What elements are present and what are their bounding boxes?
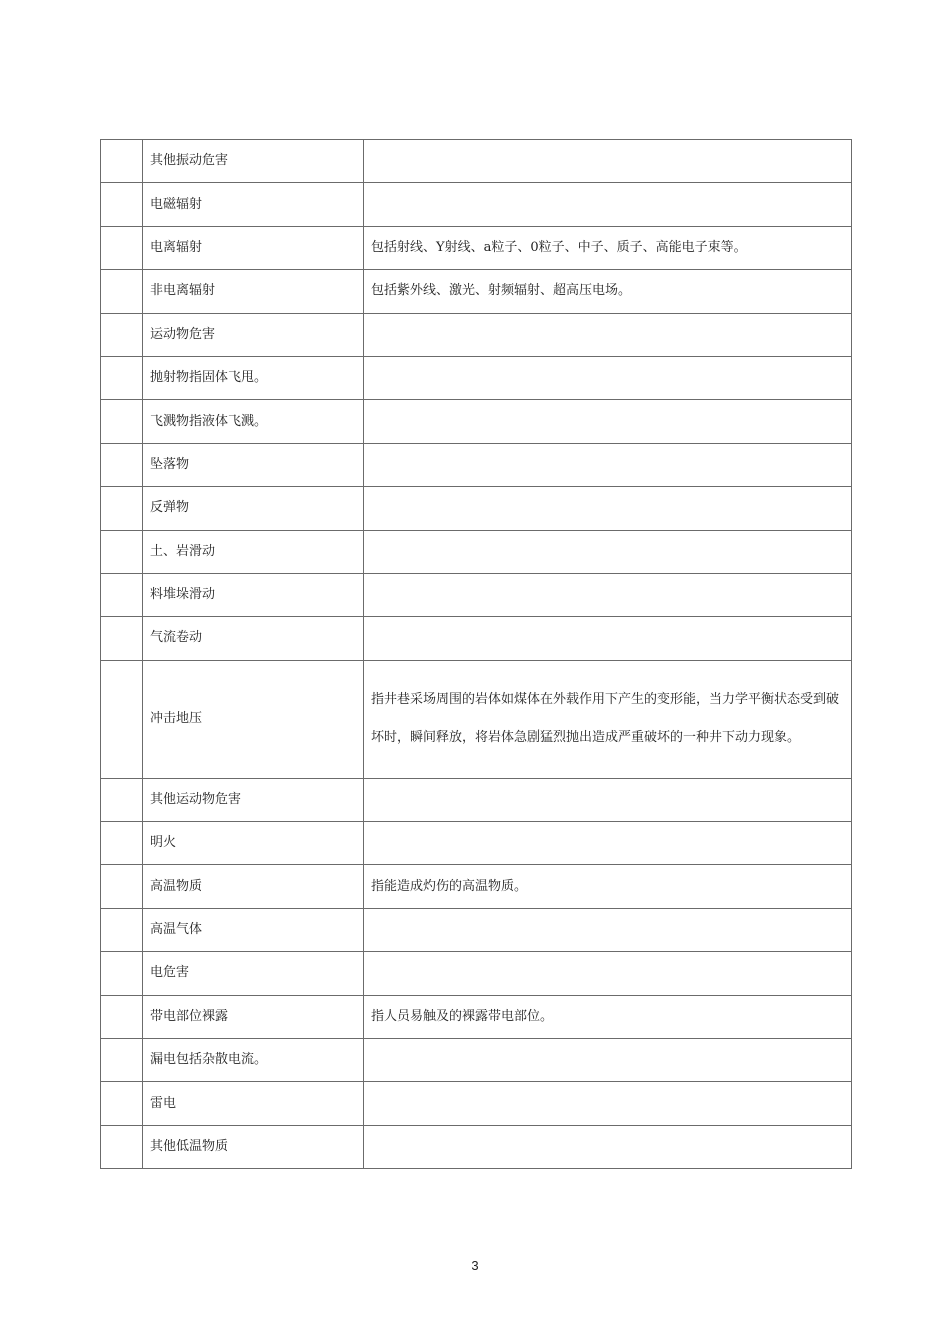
index-cell [101,226,143,269]
hazard-description-cell: 指人员易触及的裸露带电部位。 [364,995,852,1038]
hazard-description-cell [364,1039,852,1082]
hazard-description-cell [364,908,852,951]
hazard-name-cell: 其他振动危害 [143,140,364,183]
table-row [101,487,852,530]
hazard-description-cell [364,313,852,356]
table-row [101,313,852,356]
hazard-name-cell: 电离辐射 [143,226,364,269]
table-row [101,226,852,269]
hazard-description-cell [364,530,852,573]
hazard-name-cell: 料堆垛滑动 [143,573,364,616]
table-row [101,995,852,1038]
hazard-description-cell [364,617,852,660]
hazard-description-cell [364,183,852,226]
table-row [101,400,852,443]
hazard-name-cell: 高温物质 [143,865,364,908]
hazard-description-cell [364,778,852,821]
table-row [101,270,852,313]
index-cell [101,443,143,486]
hazard-name-cell: 电磁辐射 [143,183,364,226]
hazard-description-cell: 包括射线、Y射线、a粒子、0粒子、中子、质子、高能电子束等。 [364,226,852,269]
hazard-name-cell: 飞溅物指液体飞溅。 [143,400,364,443]
index-cell [101,400,143,443]
table-row [101,952,852,995]
index-cell [101,530,143,573]
hazard-name-cell: 土、岩滑动 [143,530,364,573]
table-row [101,140,852,183]
hazard-description-cell: 指能造成灼伤的高温物质。 [364,865,852,908]
table-row [101,617,852,660]
table-row [101,443,852,486]
table-row [101,573,852,616]
hazard-description-cell [364,952,852,995]
index-cell [101,865,143,908]
hazard-description-cell: 指井巷采场周围的岩体如煤体在外载作用下产生的变形能，当力学平衡状态受到破坏时，瞬间释放，将岩体急剧猛烈抛出造成严重破坏的一种井下动力现象。 [364,660,852,778]
index-cell [101,995,143,1038]
hazard-name-cell: 反弹物 [143,487,364,530]
index-cell [101,660,143,778]
index-cell [101,1082,143,1125]
hazard-name-cell: 其他运动物危害 [143,778,364,821]
index-cell [101,356,143,399]
hazard-description-cell [364,1082,852,1125]
table-row [101,1082,852,1125]
hazard-description-cell [364,1125,852,1168]
index-cell [101,313,143,356]
hazard-description-cell [364,573,852,616]
index-cell [101,617,143,660]
hazard-name-cell: 气流卷动 [143,617,364,660]
hazard-name-cell: 非电离辐射 [143,270,364,313]
hazard-name-cell: 雷电 [143,1082,364,1125]
index-cell [101,573,143,616]
hazard-name-cell: 坠落物 [143,443,364,486]
hazard-name-cell: 漏电包括杂散电流。 [143,1039,364,1082]
table-row [101,822,852,865]
hazard-name-cell: 其他低温物质 [143,1125,364,1168]
table-row [101,183,852,226]
table-row [101,356,852,399]
index-cell [101,778,143,821]
index-cell [101,908,143,951]
index-cell [101,1125,143,1168]
hazard-name-cell: 明火 [143,822,364,865]
index-cell [101,270,143,313]
table-row [101,1039,852,1082]
table-row [101,778,852,821]
hazard-description-cell [364,400,852,443]
hazard-table [100,139,852,1169]
hazard-name-cell: 带电部位裸露 [143,995,364,1038]
hazard-name-cell: 高温气体 [143,908,364,951]
hazard-description-cell [364,140,852,183]
index-cell [101,140,143,183]
hazard-name-cell: 运动物危害 [143,313,364,356]
table-row [101,865,852,908]
page-number: 3 [471,1258,479,1273]
hazard-description-cell [364,443,852,486]
index-cell [101,952,143,995]
index-cell [101,487,143,530]
hazard-description-cell: 包括紫外线、激光、射频辐射、超高压电场。 [364,270,852,313]
hazard-name-cell: 抛射物指固体飞甩。 [143,356,364,399]
hazard-description-cell [364,822,852,865]
index-cell [101,183,143,226]
index-cell [101,822,143,865]
hazard-name-cell: 冲击地压 [143,660,364,778]
index-cell [101,1039,143,1082]
table-row [101,1125,852,1168]
hazard-name-cell: 电危害 [143,952,364,995]
table-row [101,660,852,778]
hazard-description-cell [364,487,852,530]
hazard-description-cell [364,356,852,399]
table-row [101,908,852,951]
table-row [101,530,852,573]
